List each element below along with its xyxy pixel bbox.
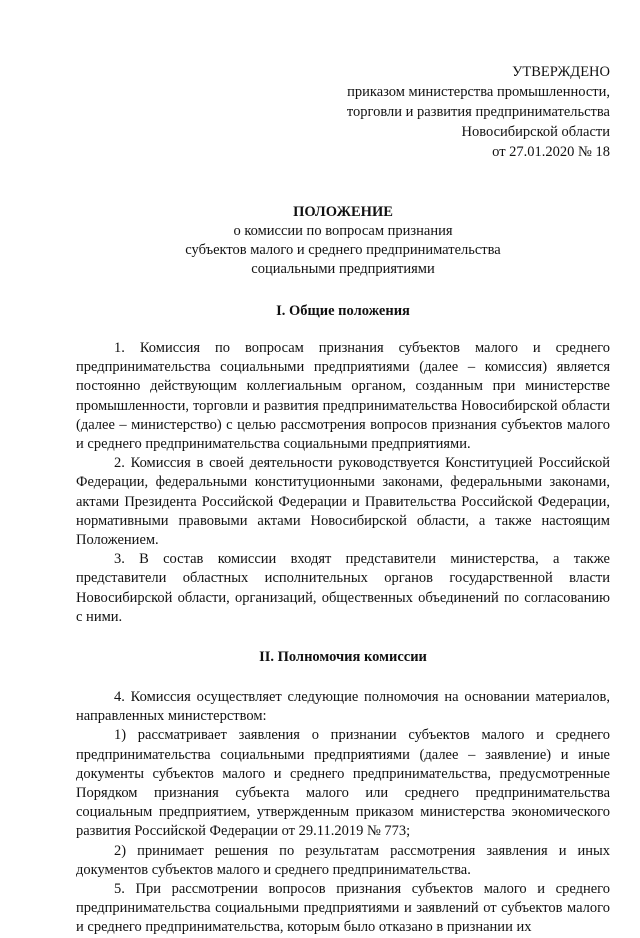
paragraph: 3. В состав комиссии входят представители министерства, а также представители областных исполнительных органов государственной власти Новосибирской области, организаций, общественных объединений по согласованию с ними. [76,551,610,625]
section-heading-general: I. Общие положения [276,303,410,319]
document-title: ПОЛОЖЕНИЕ [293,204,393,220]
document-subtitle: субъектов малого и среднего предпринимательства [185,242,501,258]
paragraph: 1. Комиссия по вопросам признания субъектов малого и среднего предпринимательства социальными предприятиями (далее – комиссия) является постоянно действующим коллегиальным органом, созданным при министерстве промышленности, торговли и развития предпринимательства Новосибирской области (далее – министерство) с целью рассмотрения вопросов признания субъектов малого и среднего предпринимательства социальными предприятиями. [76,340,610,453]
paragraph: 2) принимает решения по результатам рассмотрения заявления и иных документов субъектов малого и среднего предпринимательства. [76,842,610,878]
approval-line: торговли и развития предпринимательства [346,104,610,120]
section-heading-powers: II. Полномочия комиссии [259,649,427,666]
approval-line: приказом министерства промышленности, [347,84,610,100]
paragraph: 1) рассматривает заявления о признании субъектов малого и среднего предпринимательства социальными предприятиями (далее – заявление) и иные документы субъектов малого и среднего предпринимательства, предусмотренные Порядком признания субъекта малого или среднего предпринимательства социальным предприятием, утвержденным приказом министерства экономического развития Российской Федерации от 29.11.2019 № 773; [76,727,610,840]
paragraph: 2. Комиссия в своей деятельности руководствуется Конституцией Российской Федерации, федеральными конституционными законами, федеральными законами, актами Президента Российской Федерации и Правительства Российской Федерации, нормативными правовыми актами Новосибирской области, а также настоящим Положением. [76,455,610,549]
approval-heading: УТВЕРЖДЕНО [512,64,610,80]
document-subtitle: социальными предприятиями [251,261,435,277]
document-title-block [76,203,610,279]
approval-date: от 27.01.2020 № 18 [492,144,610,160]
paragraph: 5. При рассмотрении вопросов признания субъектов малого и среднего предпринимательства социальными предприятиями и заявлений от субъектов малого и среднего предпринимательства, которым было отказано в признании их [76,881,610,936]
paragraph: 4. Комиссия осуществляет следующие полномочия на основании материалов, направленных министерством: [76,689,610,725]
approval-line: Новосибирской области [461,124,610,140]
approval-block [76,62,610,162]
document-subtitle: о комиссии по вопросам признания [233,223,453,239]
